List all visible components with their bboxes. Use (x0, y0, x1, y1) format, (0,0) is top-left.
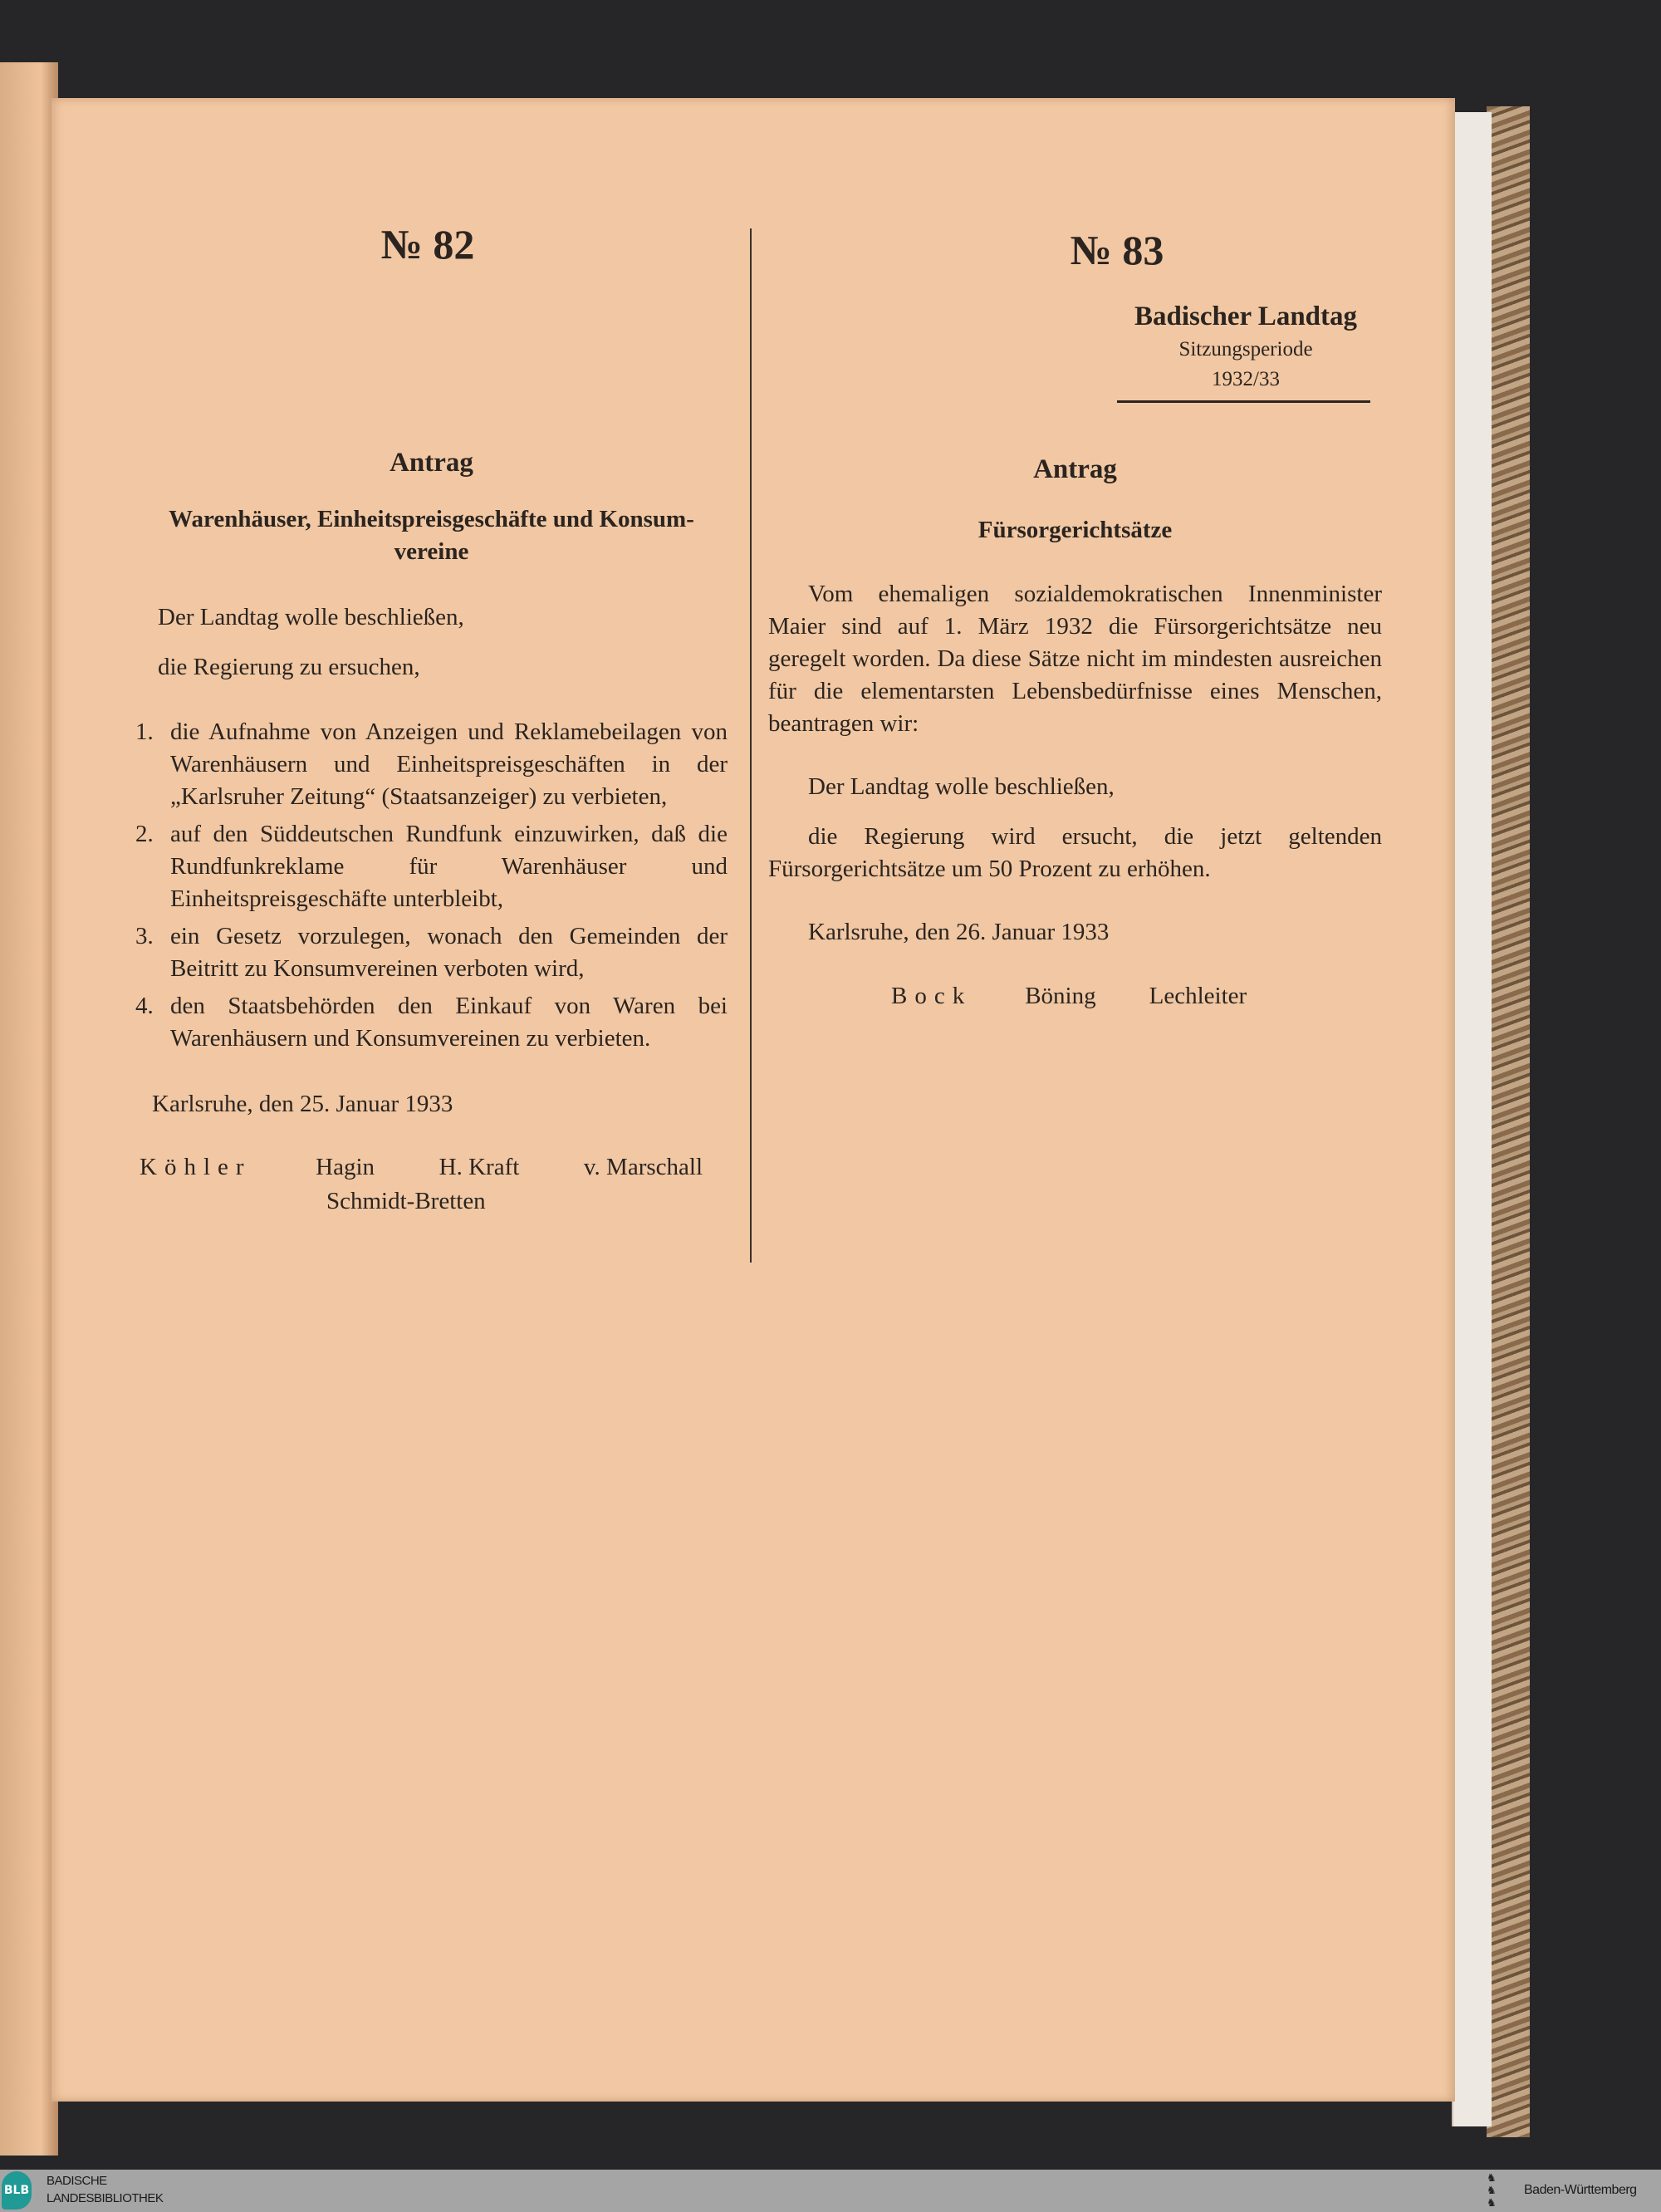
signature: Schmidt-Bretten (326, 1188, 486, 1214)
document-number-83: № 83 (1070, 227, 1164, 273)
masthead-rule (1117, 400, 1370, 403)
item-text: auf den Süddeutschen Rundfunk einzuwirken, daß die Rundfunkreklame für Warenhäuser und Einheitspreisgeschäfte unterbleibt, (170, 821, 728, 912)
left-intro-1: Der Landtag wolle beschließen, (158, 604, 464, 630)
masthead-title: Badischer Landtag (1134, 302, 1358, 331)
signature: Böning (1025, 983, 1096, 1009)
list-item (135, 920, 728, 985)
baden-wuerttemberg-lions-icon: ♞ ♞ ♞ (1487, 2171, 1497, 2209)
library-name-line2: LANDESBIBLIOTHEK (47, 2191, 164, 2205)
signature: Bock (891, 983, 973, 1009)
item-text: ein Gesetz vorzulegen, wonach den Gemeinden der Beitritt zu Konsumvereinen verboten wird, (170, 923, 728, 982)
left-item-list (135, 716, 728, 1055)
page-stack-edge (1452, 112, 1492, 2126)
column-divider (750, 228, 752, 1263)
blb-logo: BLB (2, 2171, 32, 2210)
viewer-footer (0, 2170, 1661, 2212)
signature: v. Marschall (583, 1154, 703, 1180)
right-resolution: die Regierung wird ersucht, die jetzt geltenden Fürsorgerichtsätze um 50 Prozent zu erhöhen. (768, 823, 1382, 882)
right-title: Fürsorgerichtsätze (977, 517, 1173, 543)
list-item (135, 990, 728, 1055)
item-number: 4. (135, 993, 154, 1019)
item-number: 2. (135, 821, 154, 847)
right-paragraph: Vom ehemaligen sozialdemokratischen Innenminister Maier sind auf 1. März 1932 die Fürsorgerichtsätze neu geregelt worden. Da diese Sätze nicht im mindesten ausreichen für die elementarsten Lebensbedürfnisse eines Menschen, beantragen wir: (768, 581, 1382, 737)
right-signatures (768, 980, 1382, 1013)
signature: Köhler (140, 1154, 252, 1180)
signature: Lechleiter (1149, 983, 1247, 1009)
left-signatures (135, 1151, 728, 1184)
masthead-period: 1932/33 (1212, 368, 1280, 390)
left-place-date: Karlsruhe, den 25. Januar 1933 (152, 1091, 453, 1117)
left-page-edge (0, 62, 58, 2156)
library-name-line1: BADISCHE (47, 2174, 107, 2188)
signature: H. Kraft (439, 1154, 520, 1180)
left-intro-2: die Regierung zu ersuchen, (158, 654, 420, 680)
left-title: Warenhäuser, Einheitspreisgeschäfte und Konsum-vereine (169, 506, 694, 565)
item-number: 1. (135, 719, 154, 745)
list-item (135, 716, 728, 813)
item-number: 3. (135, 923, 154, 949)
document-number-82: № 82 (380, 221, 475, 267)
left-column (135, 445, 728, 1218)
state-name: Baden-Württemberg (1524, 2183, 1637, 2197)
signature: Hagin (316, 1154, 375, 1180)
left-heading: Antrag (390, 448, 473, 478)
list-item (135, 818, 728, 915)
item-text: den Staatsbehörden den Einkauf von Waren bei Warenhäusern und Konsumvereinen zu verbieten. (170, 993, 728, 1052)
book-cover-edge (1487, 106, 1530, 2137)
right-heading: Antrag (1033, 454, 1117, 484)
masthead-subtitle: Sitzungsperiode (1178, 338, 1313, 360)
right-column (768, 452, 1382, 1013)
item-text: die Aufnahme von Anzeigen und Reklamebeilagen von Warenhäusern und Einheitspreisgeschäften in der „Karlsruher Zeitung“ (Staatsanzeiger) zu verbieten, (170, 719, 728, 810)
right-place-date: Karlsruhe, den 26. Januar 1933 (808, 919, 1110, 945)
right-intro-1: Der Landtag wolle beschließen, (808, 773, 1115, 800)
